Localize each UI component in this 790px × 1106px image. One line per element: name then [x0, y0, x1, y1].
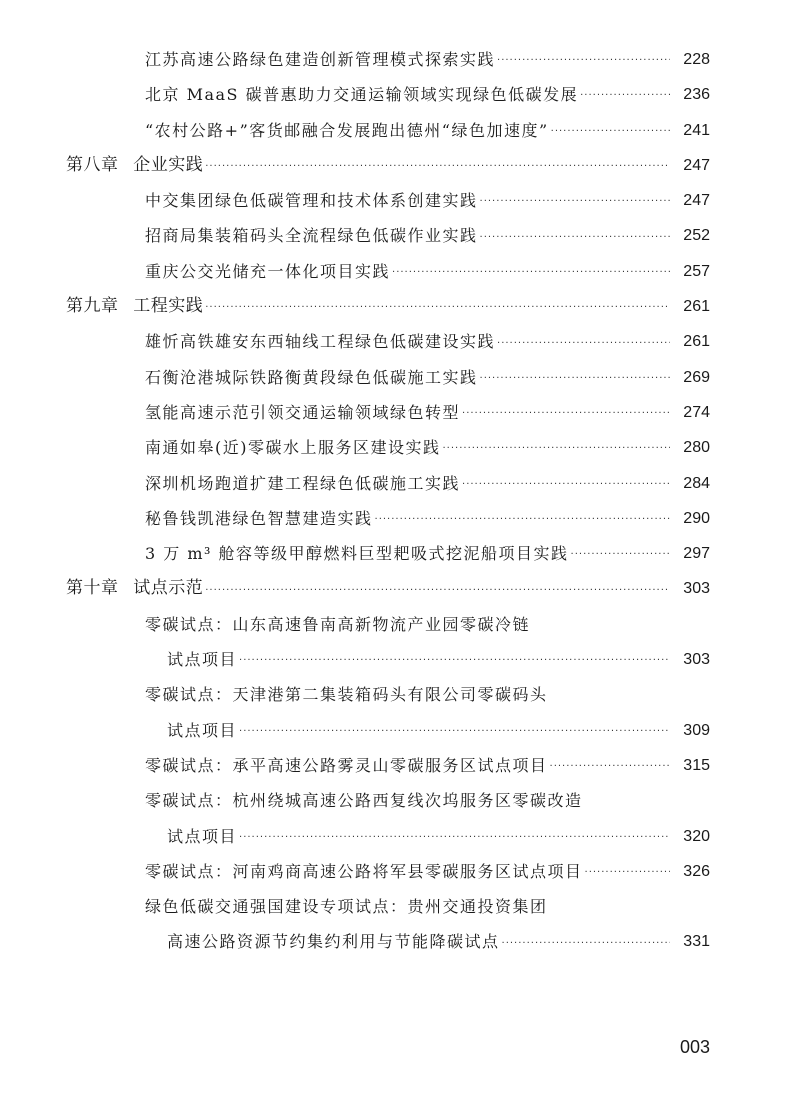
- entry-title: 氢能高速示范引领交通运输领域绿色转型: [145, 402, 461, 422]
- toc-entry-row: [0, 183, 790, 218]
- toc-entry-row: [0, 466, 790, 501]
- toc-entry-row: [0, 713, 790, 748]
- entry-page-number: 280: [683, 439, 710, 457]
- entry-page-number: 326: [683, 862, 710, 880]
- entry-title: 零碳试点：山东高速鲁南高新物流产业园零碳冷链: [145, 614, 531, 634]
- toc-entry-row: [0, 854, 790, 889]
- dot-leader: [580, 77, 670, 112]
- page-number: 003: [679, 1037, 710, 1057]
- toc-entry-row: [0, 819, 790, 854]
- dot-leader: [585, 854, 670, 889]
- entry-title: 深圳机场跑道扩建工程绿色低碳施工实践: [145, 473, 461, 493]
- entry-title: 零碳试点：河南鸡商高速公路将军县零碳服务区试点项目: [145, 861, 583, 881]
- chapter-number: 第九章: [66, 296, 119, 317]
- dot-leader: [239, 819, 670, 854]
- dot-leader: [462, 466, 670, 501]
- entry-page-number: 303: [683, 651, 710, 669]
- entry-title: 试点项目: [167, 826, 238, 846]
- toc-entry-row: [0, 536, 790, 571]
- chapter-title: 企业实践: [133, 154, 204, 175]
- entry-page-number: 252: [683, 227, 710, 245]
- entry-page-number: 315: [683, 756, 710, 774]
- dot-leader: [571, 536, 670, 571]
- entry-title: 零碳试点：天津港第二集装箱码头有限公司零碳码头: [145, 685, 548, 705]
- entry-title: 试点项目: [167, 650, 238, 670]
- toc-entry-row: [0, 677, 790, 712]
- dot-leader: [205, 572, 670, 607]
- entry-title: 绿色低碳交通强国建设专项试点：贵州交通投资集团: [145, 897, 548, 917]
- entry-title: 江苏高速公路绿色建造创新管理模式探索实践: [145, 50, 496, 69]
- dot-leader: [480, 183, 670, 218]
- entry-title: 石衡沧港城际铁路衡黄段绿色低碳施工实践: [145, 367, 478, 387]
- entry-page-number: 284: [683, 474, 710, 492]
- entry-page-number: 303: [683, 580, 710, 598]
- entry-page-number: 274: [683, 403, 710, 421]
- entry-title: 北京 MaaS 碳普惠助力交通运输领域实现绿色低碳发展: [145, 85, 579, 105]
- dot-leader: [480, 219, 670, 254]
- entry-page-number: 331: [683, 933, 710, 951]
- chapter-title: 试点示范: [133, 578, 204, 599]
- entry-page-number: 261: [683, 298, 710, 316]
- entry-title: 零碳试点：杭州绕城高速公路西复线次坞服务区零碳改造: [145, 791, 583, 811]
- dot-leader: [550, 748, 670, 783]
- entry-title: 零碳试点：承平高速公路雾灵山零碳服务区试点项目: [145, 755, 548, 775]
- dot-leader: [443, 430, 671, 465]
- toc-entry-row: [0, 254, 790, 289]
- entry-title: 秘鲁钱凯港绿色智慧建造实践: [145, 508, 373, 528]
- dot-leader: [497, 325, 670, 360]
- entry-page-number: 247: [683, 156, 710, 174]
- toc-chapter-row: [0, 571, 790, 606]
- toc-entry-row: [0, 748, 790, 783]
- toc-entry-row: [0, 889, 790, 924]
- toc-entry-row: [0, 77, 790, 112]
- entry-title: 试点项目: [167, 720, 238, 740]
- toc-entry-row: [0, 430, 790, 465]
- dot-leader: [480, 360, 670, 395]
- entry-title: 雄忻高铁雄安东西轴线工程绿色低碳建设实践: [145, 332, 496, 352]
- entry-page-number: 247: [683, 192, 710, 210]
- dot-leader: [375, 501, 670, 536]
- dot-leader: [239, 642, 670, 677]
- toc-entry-row: [0, 42, 790, 77]
- chapter-number: 第八章: [66, 154, 119, 175]
- entry-page-number: 297: [683, 545, 710, 563]
- chapter-title: 工程实践: [133, 296, 204, 317]
- toc-entry-row: [0, 607, 790, 642]
- entry-title: 招商局集装箱码头全流程绿色低碳作业实践: [145, 226, 478, 246]
- entry-title: 中交集团绿色低碳管理和技术体系创建实践: [145, 191, 478, 211]
- toc-entry-row: [0, 642, 790, 677]
- dot-leader: [497, 42, 670, 77]
- entry-page-number: 236: [683, 86, 710, 104]
- entry-title: 高速公路资源节约集约利用与节能降碳试点: [167, 932, 500, 952]
- dot-leader: [462, 395, 670, 430]
- entry-page-number: 309: [683, 721, 710, 739]
- toc-chapter-row: [0, 289, 790, 324]
- dot-leader: [205, 289, 670, 324]
- dot-leader: [551, 113, 670, 148]
- dot-leader: [239, 713, 670, 748]
- toc-chapter-row: [0, 148, 790, 183]
- dot-leader: [502, 925, 670, 960]
- entry-title: 南通如皋(近)零碳水上服务区建设实践: [145, 438, 441, 458]
- entry-page-number: 269: [683, 368, 710, 386]
- entry-title: 重庆公交光储充一体化项目实践: [145, 261, 391, 281]
- chapter-number: 第十章: [66, 578, 119, 599]
- toc-entry-row: [0, 783, 790, 818]
- toc-entry-row: [0, 113, 790, 148]
- dot-leader: [205, 148, 670, 183]
- entry-page-number: 257: [683, 262, 710, 280]
- entry-page-number: 320: [683, 827, 710, 845]
- toc-entry-row: [0, 924, 790, 959]
- entry-page-number: 290: [683, 509, 710, 527]
- toc-entry-row: [0, 324, 790, 359]
- toc-entry-row: [0, 395, 790, 430]
- toc-entry-row: [0, 218, 790, 253]
- entry-page-number: 241: [683, 121, 710, 139]
- entry-title: 3 万 m³ 舱容等级甲醇燃料巨型耙吸式挖泥船项目实践: [145, 544, 569, 564]
- entry-page-number: 228: [683, 51, 710, 68]
- toc-entry-row: [0, 360, 790, 395]
- toc-entry-row: [0, 501, 790, 536]
- dot-leader: [392, 254, 670, 289]
- entry-title: “农村公路+”客货邮融合发展跑出德州“绿色加速度”: [145, 120, 549, 140]
- table-of-contents: [0, 42, 790, 960]
- entry-page-number: 261: [683, 333, 710, 351]
